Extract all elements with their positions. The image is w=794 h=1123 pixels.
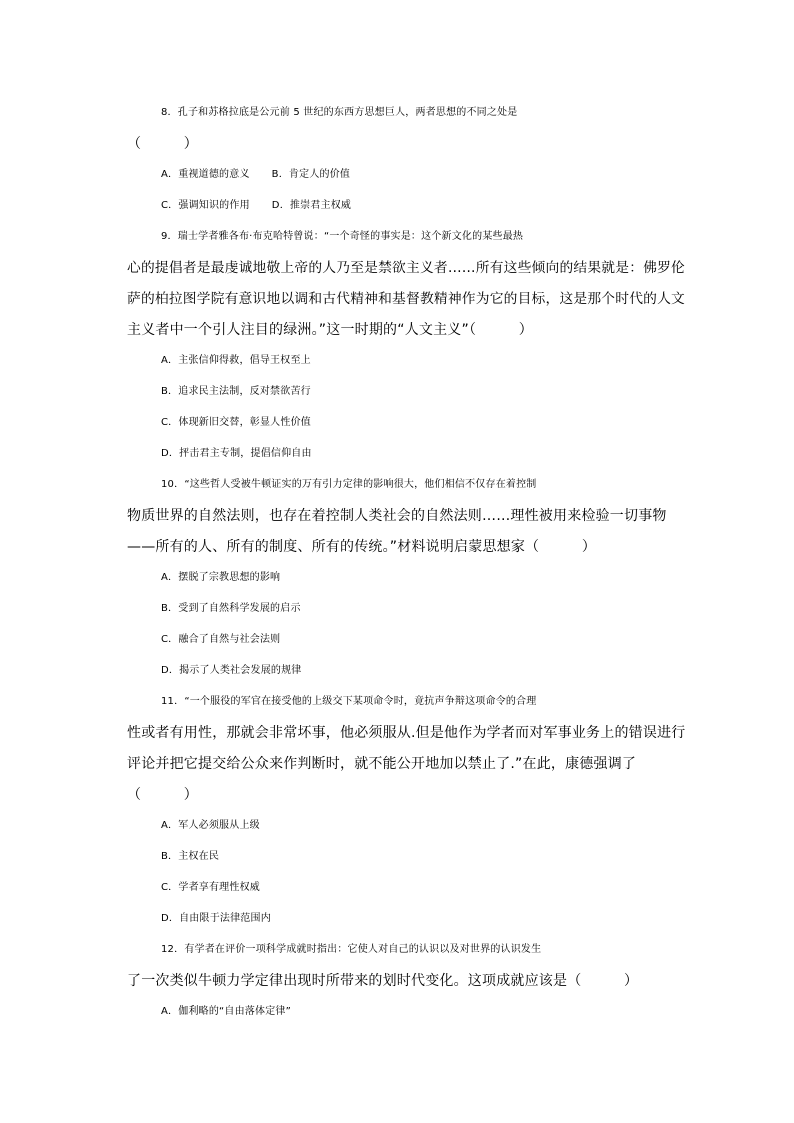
q11-answer-blank: （ ） xyxy=(127,787,198,803)
q8-options-row2 xyxy=(161,196,721,216)
q8-options-row1 xyxy=(161,165,721,185)
q10-option-c[interactable]: C．融合了自然与社会法则 xyxy=(161,634,281,645)
q8-option-b[interactable]: B．肯定人的价值 xyxy=(271,169,351,180)
q11-stem-line2: 性或者有用性，那就会非常坏事，他必须服从.但是他作为学者而对军事业务上的错误进行 xyxy=(127,725,686,741)
q9-option-a[interactable]: A．主张信仰得救，倡导王权至上 xyxy=(161,355,311,366)
q9-stem-line2: 心的提倡者是最虔诚地敬上帝的人乃至是禁欲主义者……所有这些倾向的结果就是：佛罗伦 xyxy=(127,260,686,276)
q10-stem-line1: 10．“这些哲人受被牛顿证实的万有引力定律的影响很大，他们相信不仅存在着控制 xyxy=(161,479,537,490)
q10-option-d[interactable]: D．揭示了人类社会发展的规律 xyxy=(161,665,302,676)
q9-option-b[interactable]: B．追求民主法制，反对禁欲苦行 xyxy=(161,386,311,397)
q10-stem-line2: 物质世界的自然法则，也存在着控制人类社会的自然法则……理性被用来检验一切事物 xyxy=(127,508,667,524)
q12-stem-line2: 了一次类似牛顿力学定律出现时所带来的划时代变化。这项成就应该是（ ） xyxy=(127,973,639,989)
q10-option-b[interactable]: B．受到了自然科学发展的启示 xyxy=(161,603,301,614)
q9-option-c[interactable]: C．体现新旧交替，彰显人性价值 xyxy=(161,417,311,428)
q11-stem-line1: 11．“一个服役的军官在接受他的上级交下某项命令时，竟抗声争辩这项命令的合理 xyxy=(161,696,537,707)
q10-option-a[interactable]: A．摆脱了宗教思想的影响 xyxy=(161,572,281,583)
q12-stem-line1: 12．有学者在评价一项科学成就时指出：它使人对自己的认识以及对世界的认识发生 xyxy=(161,944,542,955)
q11-option-a[interactable]: A．军人必须服从上级 xyxy=(161,820,260,831)
q8-stem-line1: 8．孔子和苏格拉底是公元前 5 世纪的东西方思想巨人，两者思想的不同之处是 xyxy=(161,107,518,118)
q9-stem-line3: 萨的柏拉图学院有意识地以调和古代精神和基督教精神作为它的目标，这是那个时代的人文 xyxy=(127,291,686,307)
q9-option-d[interactable]: D．抨击君主专制，提倡信仰自由 xyxy=(161,448,312,459)
q11-option-c[interactable]: C．学者享有理性权威 xyxy=(161,882,260,893)
q8-option-c[interactable]: C．强调知识的作用 xyxy=(161,200,250,211)
q11-option-b[interactable]: B．主权在民 xyxy=(161,851,220,862)
q9-stem-line1: 9．瑞士学者雅各布·布克哈特曾说：“一个奇怪的事实是：这个新文化的某些最热 xyxy=(161,231,524,242)
q9-stem-line4: 主义者中一个引人注目的绿洲。”这一时期的“人文主义”（ ） xyxy=(127,322,533,338)
q8-option-a[interactable]: A．重视道德的意义 xyxy=(161,169,250,180)
q11-stem-line3: 评论并把它提交给公众来作判断时，就不能公开地加以禁止了.”在此，康德强调了 xyxy=(127,756,637,772)
q8-option-d[interactable]: D．推崇君主权威 xyxy=(271,200,352,211)
q11-option-d[interactable]: D．自由限于法律范围内 xyxy=(161,913,271,924)
q10-stem-line3: ——所有的人、所有的制度、所有的传统。”材料说明启蒙思想家（ ） xyxy=(127,539,597,555)
q8-answer-blank: （ ） xyxy=(127,136,198,152)
q12-option-a[interactable]: A．伽利略的“自由落体定律” xyxy=(161,1006,292,1017)
